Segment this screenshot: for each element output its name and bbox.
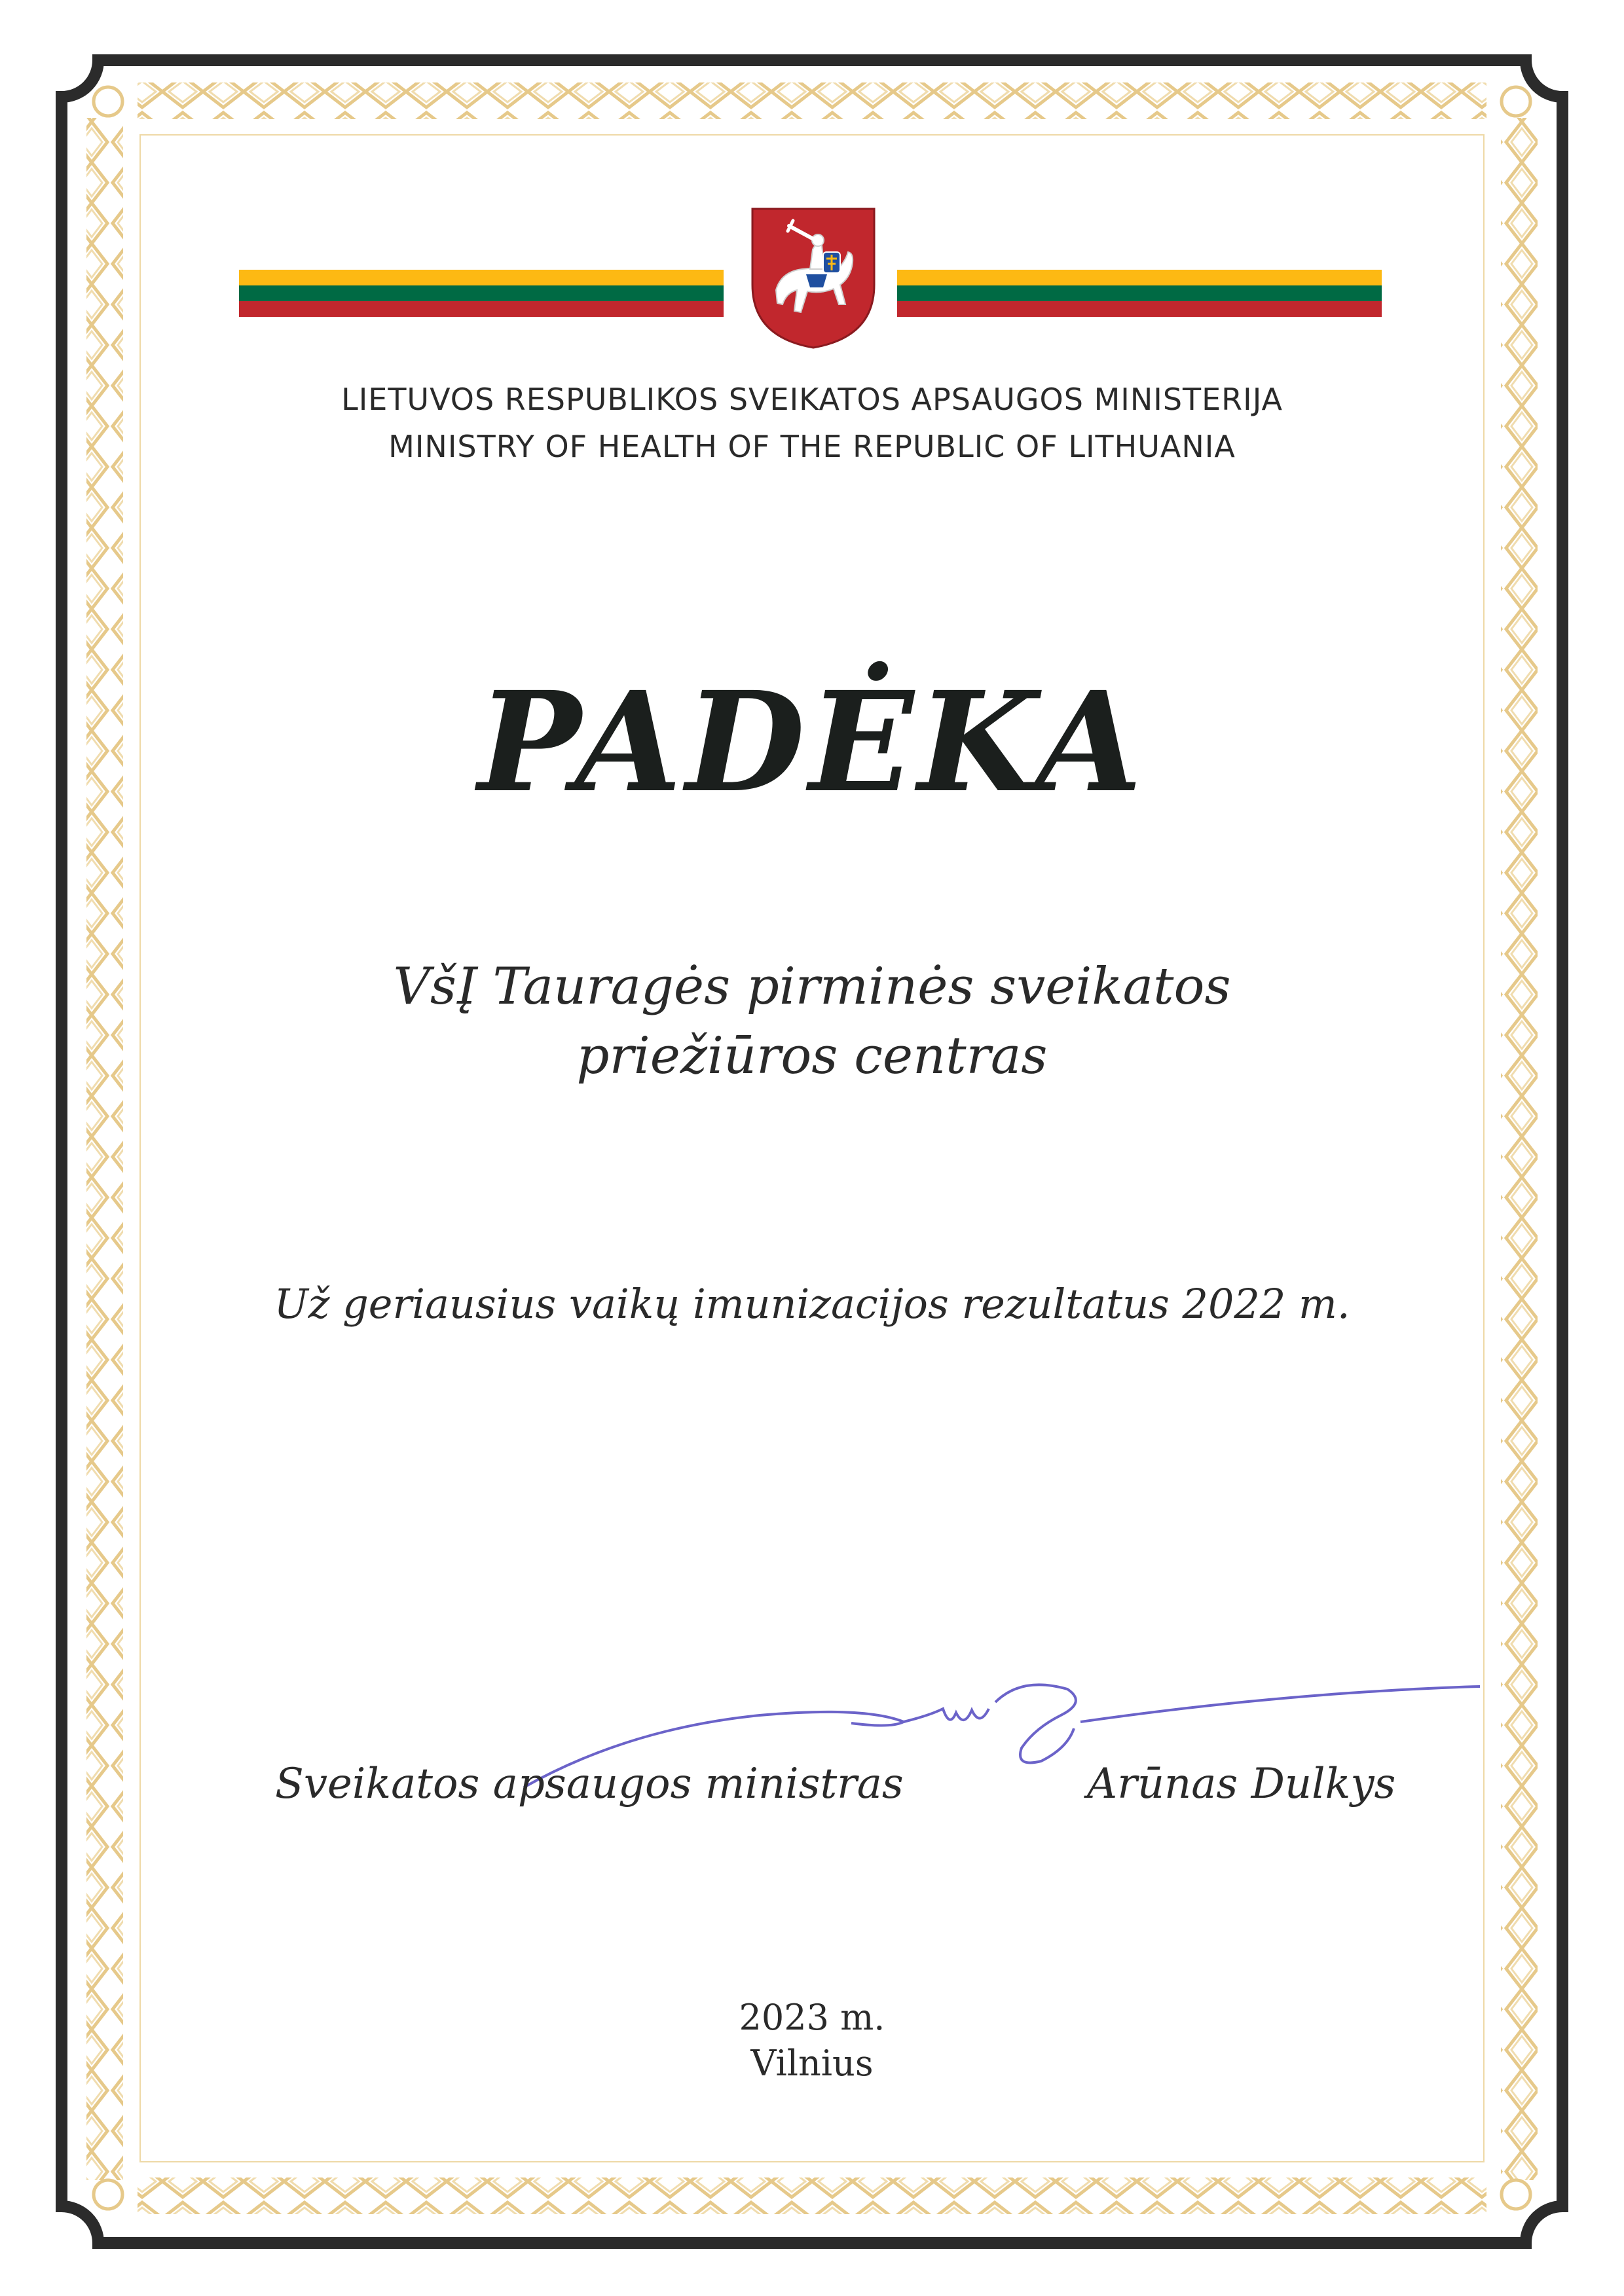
- award-reason: Už geriausius vaikų imunizacijos rezultatus 2022 m.: [274, 1280, 1350, 1328]
- flag-stripes-left: [239, 270, 724, 317]
- issue-city: Vilnius: [750, 2043, 874, 2084]
- ministry-name-en: MINISTRY OF HEALTH OF THE REPUBLIC OF LITHUANIA: [388, 429, 1236, 464]
- vytis-coat-of-arms-icon: [750, 206, 877, 350]
- recipient-line-2: priežiūros centras: [576, 1027, 1048, 1085]
- issue-year: 2023 m.: [739, 1997, 885, 2038]
- ministry-name-lt: LIETUVOS RESPUBLIKOS SVEIKATOS APSAUGOS MINISTERIJA: [341, 382, 1283, 417]
- certificate-title: PADĖKA: [477, 661, 1147, 823]
- signer-role: Sveikatos apsaugos ministras: [275, 1760, 904, 1808]
- signer-name: Arūnas Dulkys: [1087, 1760, 1396, 1808]
- flag-stripes-right: [897, 270, 1382, 317]
- recipient-line-1: VšĮ Tauragės pirminės sveikatos: [393, 957, 1231, 1016]
